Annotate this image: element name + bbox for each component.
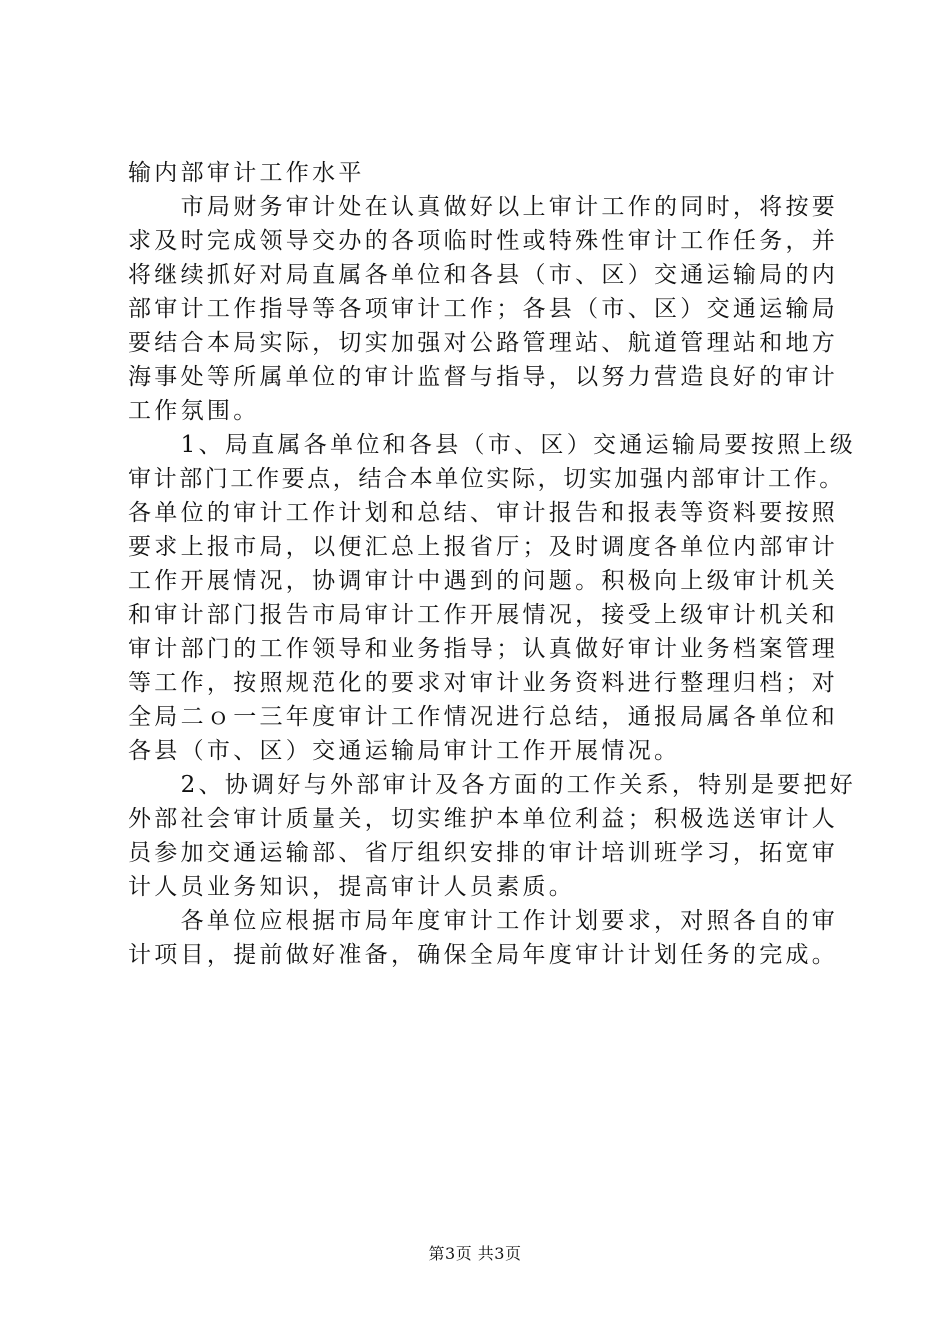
text-line: 输内部审计工作水平 bbox=[128, 160, 365, 186]
item-1-line: 各单位的审计工作计划和总结、审计报告和报表等资料要按照 bbox=[128, 500, 839, 526]
paragraph-line: 将继续抓好对局直属各单位和各县（市、区）交通运输局的内 bbox=[128, 262, 839, 288]
document-body bbox=[128, 156, 857, 972]
item-1-line: 审计部门的工作领导和业务指导；认真做好审计业务档案管理 bbox=[128, 636, 839, 662]
item-2-line: 员参加交通运输部、省厅组织安排的审计培训班学习，拓宽审 bbox=[128, 840, 839, 866]
paragraph-line: 求及时完成领导交办的各项临时性或特殊性审计工作任务，并 bbox=[128, 228, 839, 254]
paragraph-line: 部审计工作指导等各项审计工作；各县（市、区）交通运输局 bbox=[128, 296, 839, 322]
item-1-line: 等工作，按照规范化的要求对审计业务资料进行整理归档；对 bbox=[128, 670, 839, 696]
item-1-line: 1、局直属各单位和各县（市、区）交通运输局要按照上级 bbox=[128, 432, 857, 458]
paragraph-line: 市局财务审计处在认真做好以上审计工作的同时，将按要 bbox=[128, 194, 839, 220]
item-1-line: 全局二ｏ一三年度审计工作情况进行总结，通报局属各单位和 bbox=[128, 704, 839, 730]
paragraph-line: 海事处等所属单位的审计监督与指导，以努力营造良好的审计 bbox=[128, 364, 839, 390]
paragraph-line: 工作氛围。 bbox=[128, 398, 260, 424]
item-2-line: 外部社会审计质量关，切实维护本单位利益；积极选送审计人 bbox=[128, 806, 839, 832]
page-number-footer: 第3页 共3页 bbox=[428, 1244, 522, 1263]
item-1-line: 审计部门工作要点，结合本单位实际，切实加强内部审计工作。 bbox=[128, 466, 845, 492]
item-1-line: 要求上报市局，以便汇总上报省厅；及时调度各单位内部审计 bbox=[128, 534, 839, 560]
paragraph-line: 要结合本局实际，切实加强对公路管理站、航道管理站和地方 bbox=[128, 330, 839, 356]
item-1-line: 工作开展情况，协调审计中遇到的问题。积极向上级审计机关 bbox=[128, 568, 839, 594]
closing-line: 计项目，提前做好准备，确保全局年度审计计划任务的完成。 bbox=[128, 942, 839, 968]
closing-line: 各单位应根据市局年度审计工作计划要求，对照各自的审 bbox=[128, 908, 839, 934]
item-1-line: 各县（市、区）交通运输局审计工作开展情况。 bbox=[128, 738, 681, 764]
item-2-line: 2、协调好与外部审计及各方面的工作关系，特别是要把好 bbox=[128, 772, 857, 798]
item-1-line: 和审计部门报告市局审计工作开展情况，接受上级审计机关和 bbox=[128, 602, 839, 628]
item-2-line: 计人员业务知识，提高审计人员素质。 bbox=[128, 874, 576, 900]
